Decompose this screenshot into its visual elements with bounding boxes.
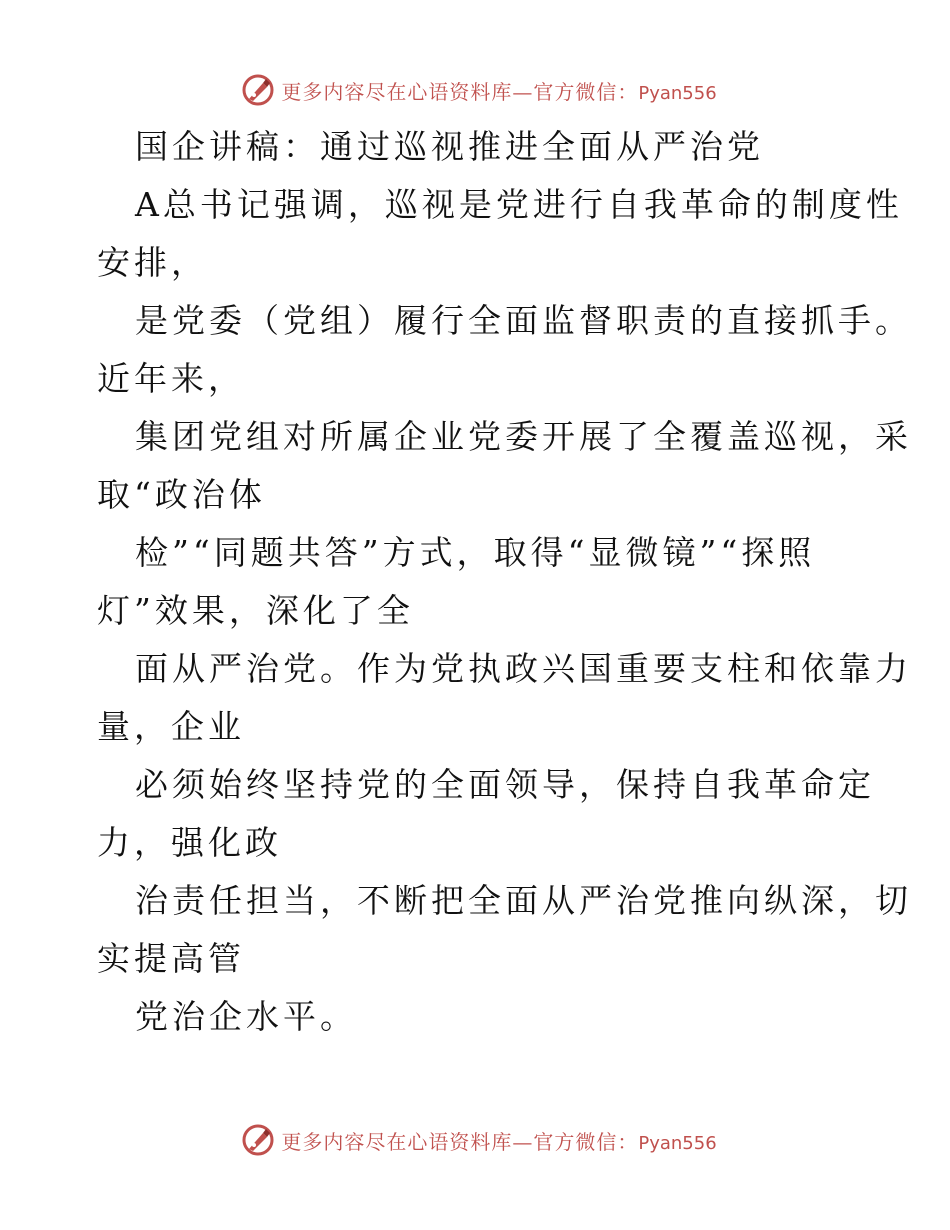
paragraph-line: 面从严治党。作为党执政兴国重要支柱和依靠力 xyxy=(135,649,912,688)
watermark-group xyxy=(241,73,716,107)
paragraph-line: 取“政治体 xyxy=(97,475,266,514)
paragraph-line: 是党委（党组）履行全面监督职责的直接抓手。 xyxy=(135,301,912,340)
paragraph-line: 治责任担当，不断把全面从严治党推向纵深，切 xyxy=(135,881,912,920)
pen-nib-logo-icon xyxy=(241,1123,275,1157)
document-title: 国企讲稿：通过巡视推进全面从严治党 xyxy=(135,127,764,166)
paragraph-line: 力，强化政 xyxy=(97,823,282,862)
paragraph-line: 灯”效果，深化了全 xyxy=(97,591,414,630)
paragraph-line: 安排， xyxy=(97,243,208,282)
header-watermark xyxy=(0,70,950,110)
paragraph-line: 量，企业 xyxy=(97,707,245,746)
paragraph-line: 检”“同题共答”方式，取得“显微镜”“探照 xyxy=(135,533,816,572)
footer-watermark xyxy=(0,1120,950,1160)
pen-nib-logo-icon xyxy=(241,73,275,107)
paragraph-line: 近年来， xyxy=(97,359,245,398)
watermark-group xyxy=(241,1123,716,1157)
paragraph-line: A总书记强调，巡视是党进行自我革命的制度性 xyxy=(135,185,903,224)
paragraph-line: 集团党组对所属企业党委开展了全覆盖巡视，采 xyxy=(135,417,912,456)
paragraph-line: 必须始终坚持党的全面领导，保持自我革命定 xyxy=(135,765,875,804)
wechat-id: Pyan556 xyxy=(638,1132,717,1154)
document-body xyxy=(97,118,912,1046)
paragraph-line: 实提高管 xyxy=(97,939,245,978)
paragraph-line: 党治企水平。 xyxy=(135,997,357,1036)
watermark-text: 更多内容尽在心语资料库—官方微信：Pyan556 xyxy=(281,79,717,104)
wechat-id: Pyan556 xyxy=(638,82,717,104)
watermark-text: 更多内容尽在心语资料库—官方微信：Pyan556 xyxy=(281,1129,717,1154)
